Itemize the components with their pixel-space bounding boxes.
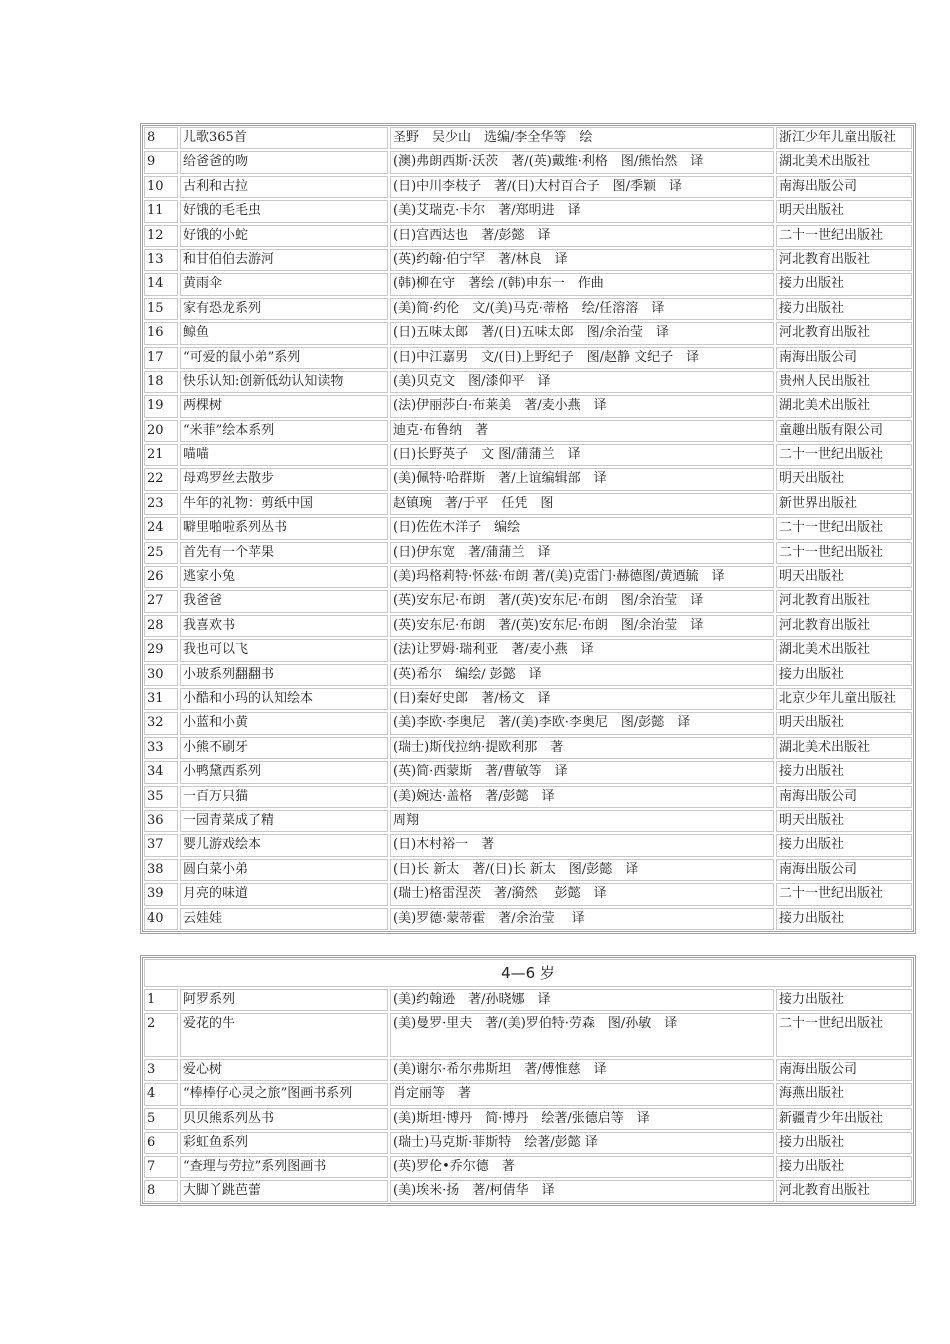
row-number: 19 [144, 395, 178, 417]
book-publisher: 河北教育出版社 [776, 249, 912, 271]
book-author: (英)安东尼·布朗 著/(英)安东尼·布朗 图/余治莹 译 [390, 615, 774, 637]
table-row [143, 785, 913, 809]
table-row [143, 492, 913, 516]
book-author: (英)约翰·伯宁罕 著/林良 译 [390, 249, 774, 271]
table-row [143, 150, 913, 174]
book-publisher: 明天出版社 [776, 810, 912, 832]
row-number: 12 [144, 225, 178, 247]
row-number: 22 [144, 468, 178, 490]
book-publisher: 南海出版公司 [776, 176, 912, 198]
table-row [143, 882, 913, 906]
book-publisher: 新疆青少年出版社 [776, 1108, 912, 1130]
book-title: 好饿的毛毛虫 [180, 200, 388, 222]
book-author: (日)秦好史郎 著/杨文 译 [390, 688, 774, 710]
table-row [143, 833, 913, 857]
book-author: (日)木村裕一 著 [390, 834, 774, 856]
row-number: 21 [144, 444, 178, 466]
row-number: 7 [144, 1156, 178, 1178]
book-title: 喵喵 [180, 444, 388, 466]
book-author: (美)贝克文 图/漆仰平 译 [390, 371, 774, 393]
row-number: 1 [144, 989, 178, 1011]
table-row [143, 541, 913, 565]
table-row [143, 565, 913, 589]
table-row [143, 1082, 913, 1106]
table-row [143, 1012, 913, 1058]
book-title: 小蓝和小黄 [180, 712, 388, 734]
book-author: (法)伊丽莎白·布莱美 著/麦小燕 译 [390, 395, 774, 417]
book-publisher: 接力出版社 [776, 834, 912, 856]
table-row [143, 614, 913, 638]
row-number: 32 [144, 712, 178, 734]
book-title: 一园青菜成了精 [180, 810, 388, 832]
book-author: (澳)弗朗西斯·沃茨 著/(英)戴维·利格 图/熊怡然 译 [390, 151, 774, 173]
book-publisher: 贵州人民出版社 [776, 371, 912, 393]
book-title: 给爸爸的吻 [180, 151, 388, 173]
row-number: 33 [144, 737, 178, 759]
book-publisher: 接力出版社 [776, 761, 912, 783]
table-row [143, 988, 913, 1012]
row-number: 36 [144, 810, 178, 832]
book-table-2 [140, 955, 916, 1206]
book-author: (美)艾瑞克·卡尔 著/郑明进 译 [390, 200, 774, 222]
book-author: (英)简·西蒙斯 著/曹敏等 译 [390, 761, 774, 783]
table-row [143, 809, 913, 833]
row-number: 9 [144, 151, 178, 173]
book-table-1 [140, 123, 916, 934]
book-publisher: 海燕出版社 [776, 1083, 912, 1105]
book-title: 月亮的味道 [180, 883, 388, 905]
book-title: 小熊不刷牙 [180, 737, 388, 759]
book-title: 婴儿游戏绘本 [180, 834, 388, 856]
table-row [143, 1179, 913, 1203]
table-row [143, 736, 913, 760]
book-publisher: 二十一世纪出版社 [776, 444, 912, 466]
book-title: 首先有一个苹果 [180, 542, 388, 564]
book-publisher: 河北教育出版社 [776, 1180, 912, 1202]
book-title: 小玻系列翻翻书 [180, 664, 388, 686]
book-author: (美)李欧·李奥尼 著/(美)李欧·李奥尼 图/彭懿 译 [390, 712, 774, 734]
book-author: (美)婉达·盖格 著/彭懿 译 [390, 786, 774, 808]
row-number: 27 [144, 590, 178, 612]
book-author: (英)罗伦•乔尔德 著 [390, 1156, 774, 1178]
book-title: 爱花的牛 [180, 1013, 388, 1057]
table-row [143, 394, 913, 418]
book-author: (日)五味太郎 著/(日)五味太郎 图/余治莹 译 [390, 322, 774, 344]
book-title: 云娃娃 [180, 908, 388, 930]
book-publisher: 接力出版社 [776, 1132, 912, 1154]
table-row [143, 224, 913, 248]
row-number: 25 [144, 542, 178, 564]
book-publisher: 湖北美术出版社 [776, 737, 912, 759]
row-number: 39 [144, 883, 178, 905]
table-row [143, 1107, 913, 1131]
table-row [143, 321, 913, 345]
book-title: 贝贝熊系列丛书 [180, 1108, 388, 1130]
row-number: 5 [144, 1108, 178, 1130]
book-publisher: 二十一世纪出版社 [776, 883, 912, 905]
book-author: (英)希尔 编绘/ 彭懿 译 [390, 664, 774, 686]
book-author: (日)中川李枝子 著/(日)大村百合子 图/季颖 译 [390, 176, 774, 198]
book-publisher: 接力出版社 [776, 298, 912, 320]
row-number: 14 [144, 273, 178, 295]
book-publisher: 南海出版公司 [776, 859, 912, 881]
book-publisher: 南海出版公司 [776, 786, 912, 808]
row-number: 26 [144, 566, 178, 588]
row-number: 16 [144, 322, 178, 344]
table-row [143, 199, 913, 223]
table-row [143, 272, 913, 296]
table-row [143, 467, 913, 491]
book-title: 我爸爸 [180, 590, 388, 612]
row-number: 2 [144, 1013, 178, 1057]
book-title: 儿歌365首 [180, 127, 388, 149]
row-number: 38 [144, 859, 178, 881]
table-row [143, 858, 913, 882]
row-number: 31 [144, 688, 178, 710]
book-author: (美)佩特·哈群斯 著/上谊编辑部 译 [390, 468, 774, 490]
row-number: 34 [144, 761, 178, 783]
row-number: 30 [144, 664, 178, 686]
book-title: “棒棒仔心灵之旅”图画书系列 [180, 1083, 388, 1105]
book-publisher: 二十一世纪出版社 [776, 225, 912, 247]
book-title: 我喜欢书 [180, 615, 388, 637]
book-publisher: 接力出版社 [776, 664, 912, 686]
book-title: 大脚丫跳芭蕾 [180, 1180, 388, 1202]
book-author: (美)约翰逊 著/孙晓娜 译 [390, 989, 774, 1011]
book-publisher: 浙江少年儿童出版社 [776, 127, 912, 149]
book-title: 爱心树 [180, 1059, 388, 1081]
book-publisher: 河北教育出版社 [776, 615, 912, 637]
book-author: (美)罗德·蒙蒂霍 著/余治莹 译 [390, 908, 774, 930]
table-row [143, 687, 913, 711]
book-title: 母鸡罗丝去散步 [180, 468, 388, 490]
book-publisher: 明天出版社 [776, 468, 912, 490]
table-row [143, 419, 913, 443]
table-row [143, 760, 913, 784]
book-author: (日)佐佐木洋子 编绘 [390, 517, 774, 539]
book-title: 一百万只猫 [180, 786, 388, 808]
row-number: 35 [144, 786, 178, 808]
table-row [143, 516, 913, 540]
book-title: 好饿的小蛇 [180, 225, 388, 247]
book-author: (法)让罗姆·瑞利亚 著/麦小燕 译 [390, 639, 774, 661]
table-row [143, 1058, 913, 1082]
book-publisher: 明天出版社 [776, 200, 912, 222]
row-number: 24 [144, 517, 178, 539]
row-number: 17 [144, 347, 178, 369]
book-title: 小酷和小玛的认知绘本 [180, 688, 388, 710]
row-number: 8 [144, 1180, 178, 1202]
row-number: 15 [144, 298, 178, 320]
book-publisher: 接力出版社 [776, 273, 912, 295]
book-title: 鲸鱼 [180, 322, 388, 344]
book-publisher: 河北教育出版社 [776, 322, 912, 344]
book-publisher: 二十一世纪出版社 [776, 542, 912, 564]
book-publisher: 南海出版公司 [776, 347, 912, 369]
book-author: (日)中江嘉男 文/(日)上野纪子 图/赵静 文纪子 译 [390, 347, 774, 369]
book-publisher: 新世界出版社 [776, 493, 912, 515]
book-author: (美)斯坦·博丹 简·博丹 绘著/张德启等 译 [390, 1108, 774, 1130]
row-number: 8 [144, 127, 178, 149]
row-number: 28 [144, 615, 178, 637]
book-title: 我也可以飞 [180, 639, 388, 661]
book-author: (瑞士)格雷涅茨 著/漪然 彭懿 译 [390, 883, 774, 905]
table-row [143, 297, 913, 321]
row-number: 13 [144, 249, 178, 271]
table-row [143, 126, 913, 150]
table-row [143, 443, 913, 467]
book-author: (韩)柳在守 著绘 /(韩)申东一 作曲 [390, 273, 774, 295]
table-row [143, 1155, 913, 1179]
table-row [143, 907, 913, 931]
table-row [143, 589, 913, 613]
book-author: (美)简·约伦 文/(美)马克·蒂格 绘/任溶溶 译 [390, 298, 774, 320]
book-title: 快乐认知:创新低幼认知读物 [180, 371, 388, 393]
book-author: (美)玛格莉特·怀兹·布朗 著/(美)克雷门·赫德图/黄迺毓 译 [390, 566, 774, 588]
row-number: 6 [144, 1132, 178, 1154]
book-title: 和甘伯伯去游河 [180, 249, 388, 271]
book-publisher: 北京少年儿童出版社 [776, 688, 912, 710]
book-title: 阿罗系列 [180, 989, 388, 1011]
book-publisher: 二十一世纪出版社 [776, 1013, 912, 1057]
row-number: 10 [144, 176, 178, 198]
table-row [143, 370, 913, 394]
table-row [143, 175, 913, 199]
row-number: 18 [144, 371, 178, 393]
row-number: 37 [144, 834, 178, 856]
row-number: 40 [144, 908, 178, 930]
row-number: 4 [144, 1083, 178, 1105]
book-author: 赵镇琬 著/于平 任凭 图 [390, 493, 774, 515]
book-title: 家有恐龙系列 [180, 298, 388, 320]
table-row [143, 663, 913, 687]
book-publisher: 接力出版社 [776, 1156, 912, 1178]
row-number: 29 [144, 639, 178, 661]
book-title: 小鸭黛西系列 [180, 761, 388, 783]
book-publisher: 童趣出版有限公司 [776, 420, 912, 442]
book-title: 黄雨伞 [180, 273, 388, 295]
book-author: 周翔 [390, 810, 774, 832]
book-title: “米菲”绘本系列 [180, 420, 388, 442]
book-author: (美)埃米·扬 著/柯倩华 译 [390, 1180, 774, 1202]
row-number: 11 [144, 200, 178, 222]
table-row [143, 346, 913, 370]
book-publisher: 明天出版社 [776, 566, 912, 588]
book-author: (日)宫西达也 著/彭懿 译 [390, 225, 774, 247]
book-author: 圣野 吴少山 选编/李全华等 绘 [390, 127, 774, 149]
book-title: 两棵树 [180, 395, 388, 417]
row-number: 23 [144, 493, 178, 515]
book-publisher: 湖北美术出版社 [776, 151, 912, 173]
book-author: (美)谢尔·希尔弗斯坦 著/傅惟慈 译 [390, 1059, 774, 1081]
book-title: “查理与劳拉”系列图画书 [180, 1156, 388, 1178]
row-number: 3 [144, 1059, 178, 1081]
book-publisher: 二十一世纪出版社 [776, 517, 912, 539]
book-author: (日)长 新太 著/(日)长 新太 图/彭懿 译 [390, 859, 774, 881]
book-author: (瑞士)斯伐拉纳·提欧利那 著 [390, 737, 774, 759]
book-author: 肖定丽等 著 [390, 1083, 774, 1105]
row-number: 20 [144, 420, 178, 442]
book-author: (日)伊东宽 著/蒲蒲兰 译 [390, 542, 774, 564]
book-title: 彩虹鱼系列 [180, 1132, 388, 1154]
book-title: 噼里啪啦系列丛书 [180, 517, 388, 539]
book-title: 牛年的礼物：剪纸中国 [180, 493, 388, 515]
book-title: “可爱的鼠小弟”系列 [180, 347, 388, 369]
table-row [143, 638, 913, 662]
book-publisher: 河北教育出版社 [776, 590, 912, 612]
book-publisher: 南海出版公司 [776, 1059, 912, 1081]
book-author: (英)安东尼·布朗 著/(英)安东尼·布朗 图/余治莹 译 [390, 590, 774, 612]
table-row [143, 711, 913, 735]
book-author: (瑞士)马克斯·菲斯特 绘著/彭懿 译 [390, 1132, 774, 1154]
book-publisher: 接力出版社 [776, 908, 912, 930]
book-publisher: 湖北美术出版社 [776, 639, 912, 661]
book-author: (日)长野英子 文 图/蒲蒲兰 译 [390, 444, 774, 466]
age-group-heading: 4—6 岁 [144, 959, 912, 987]
book-publisher: 湖北美术出版社 [776, 395, 912, 417]
book-title: 圆白菜小弟 [180, 859, 388, 881]
book-title: 逃家小兔 [180, 566, 388, 588]
table-row [143, 1131, 913, 1155]
table-row [143, 248, 913, 272]
book-title: 古利和古拉 [180, 176, 388, 198]
book-author: (美)曼罗·里夫 著/(美)罗伯特·劳森 图/孙敏 译 [390, 1013, 774, 1057]
book-publisher: 接力出版社 [776, 989, 912, 1011]
book-publisher: 明天出版社 [776, 712, 912, 734]
book-author: 迪克·布鲁纳 著 [390, 420, 774, 442]
